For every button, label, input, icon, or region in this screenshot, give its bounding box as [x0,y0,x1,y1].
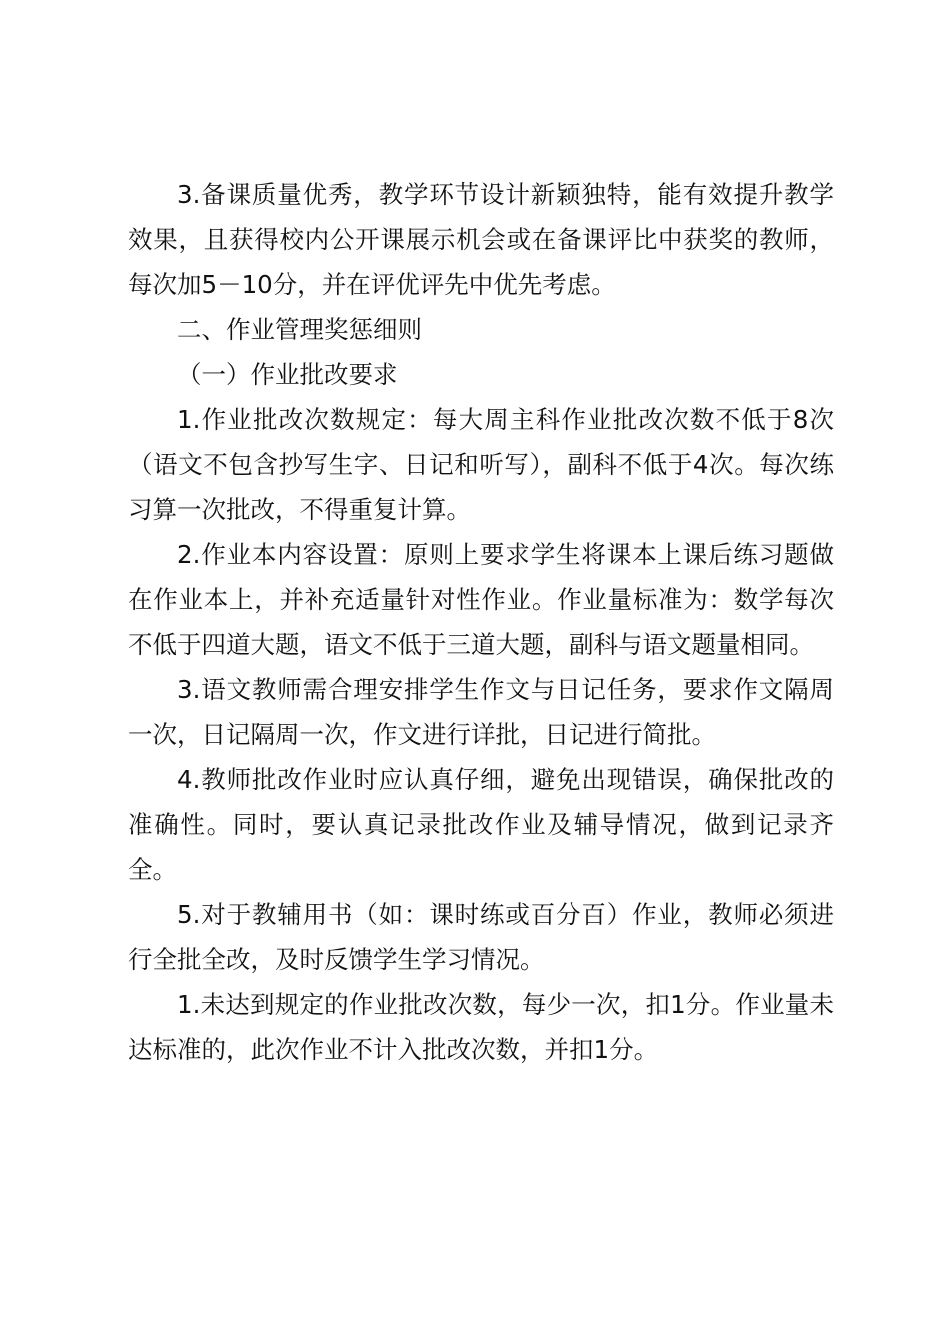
paragraph-lesson-prep-quality: 3.备课质量优秀，教学环节设计新颖独特，能有效提升教学效果，且获得校内公开课展示机会或在备课评比中获奖的教师，每次加5－10分，并在评优评先中优先考虑。 [128,180,834,299]
paragraph-workbook-grading: 5.对于教辅用书（如：课时练或百分百）作业，教师必须进行全批全改，及时反馈学生学习情况。 [128,900,834,974]
paragraph-penalty: 1.未达到规定的作业批改次数，每少一次，扣1分。作业量未达标准的，此次作业不计入批改次数，并扣1分。 [128,990,834,1064]
paragraph-homework-content: 2.作业本内容设置：原则上要求学生将课本上课后练习题做在作业本上，并补充适量针对性作业。作业量标准为：数学每次不低于四道大题，语文不低于三道大题，副科与语文题量相同。 [128,540,834,659]
paragraph-grading-accuracy: 4.教师批改作业时应认真仔细，避免出现错误，确保批改的准确性。同时，要认真记录批改作业及辅导情况，做到记录齐全。 [128,765,834,884]
section-heading-homework-rules: 二、作业管理奖惩细则 [177,315,422,344]
paragraph-essay-diary: 3.语文教师需合理安排学生作文与日记任务，要求作文隔周一次，日记隔周一次，作文进行详批，日记进行简批。 [128,675,834,749]
subsection-heading-grading-requirements: （一）作业批改要求 [177,360,398,389]
document-body [128,172,834,1072]
paragraph-grading-frequency: 1.作业批改次数规定：每大周主科作业批改次数不低于8次（语文不包含抄写生字、日记和听写），副科不低于4次。每次练习算一次批改，不得重复计算。 [128,405,834,524]
